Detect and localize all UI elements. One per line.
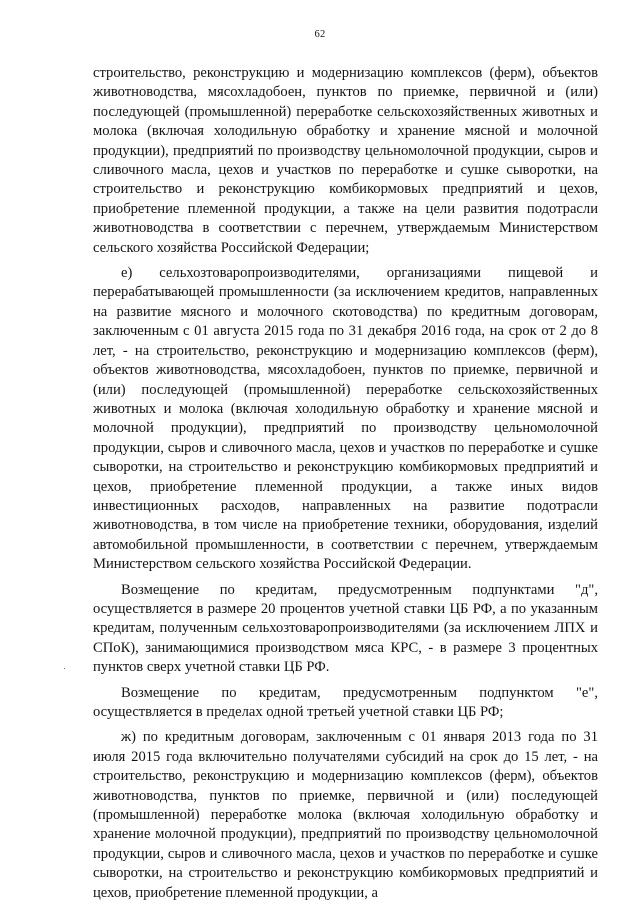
paragraph-subitem-e: е) сельхозтоваропроизводителями, организациями пищевой и перерабатывающей промышленности (за исключением кредитов, направленных на развитие мясного и молочного скотоводства) по кредитным договорам, заключенным с 01 августа 2015 года по 31 декабря 2016 года, на срок от 2 до 8 лет, - на строительство, реконструкцию и модернизацию комплексов (ферм), объектов животноводства, мясохладобоен, пунктов по приемке, первичной и (или) последующей (промышленной) переработке сельскохозяйственных животных и молока (включая холодильную обработку и хранение мясной и молочной продукции), предприятий по производству цельномолочной продукции, сыров и сливочного масла, цехов и участков по переработке и сушке сыворотки, на строительство и реконструкцию комбикормовых предприятий и цехов, приобретение племенной продукции, а также иных видов инвестиционных расходов, направленных на развитие подотрасли животноводства, в том числе на приобретение техники, оборудования, изделий автомобильной промышленности, в соответствии с перечнем, утверждаемым Министерством сельского хозяйства Российской Федерации. (93, 265, 598, 573)
document-body (93, 64, 598, 903)
paragraph-reimbursement-d: Возмещение по кредитам, предусмотренным подпунктами "д", осуществляется в размере 20 процентов учетной ставки ЦБ РФ, а по указанным кредитам, полученным сельхозтоваропроизводителями (за исключением ЛПХ и СПоК), занимающимися производством мяса КРС, - в размере 3 процентных пунктов сверх учетной ставки ЦБ РФ. (93, 581, 598, 676)
scan-artifact-mark (64, 668, 65, 669)
page-number: 62 (314, 29, 326, 40)
paragraph-subitem-zh: ж) по кредитным договорам, заключенным с 01 января 2013 года по 31 июля 2015 года включительно получателями субсидий на срок до 15 лет, - на строительство, реконструкцию и модернизацию комплексов (ферм), объектов животноводства, пунктов по приемке, первичной и (или) последующей (промышленной) переработке молока (включая холодильную обработку и хранение молочной продукции), предприятий по производству цельномолочной продукции, сыров и сливочного масла, цехов и участков по переработке и сушке сыворотки, на строительство и реконструкцию комбикормовых предприятий и цехов, приобретение племенной продукции, а (93, 729, 598, 901)
paragraph-reimbursement-e: Возмещение по кредитам, предусмотренным подпунктом "е", осуществляется в пределах одной третьей учетной ставки ЦБ РФ; (93, 684, 598, 720)
paragraph-continuation: строительство, реконструкцию и модернизацию комплексов (ферм), объектов животноводства, мясохладобоен, пунктов по приемке, первичной и (или) последующей (промышленной) переработке сельскохозяйственных животных и молока (включая холодильную обработку и хранение мясной и молочной продукции), предприятий по производству цельномолочной продукции, сыров и сливочного масла, цехов и участков по переработке и сушке сыворотки, на строительство и реконструкцию комбикормовых предприятий и цехов, приобретение племенной продукции, а также на цели развития подотрасли животноводства в соответствии с перечнем, утверждаемым Министерством сельского хозяйства Российской Федерации; (93, 65, 598, 256)
